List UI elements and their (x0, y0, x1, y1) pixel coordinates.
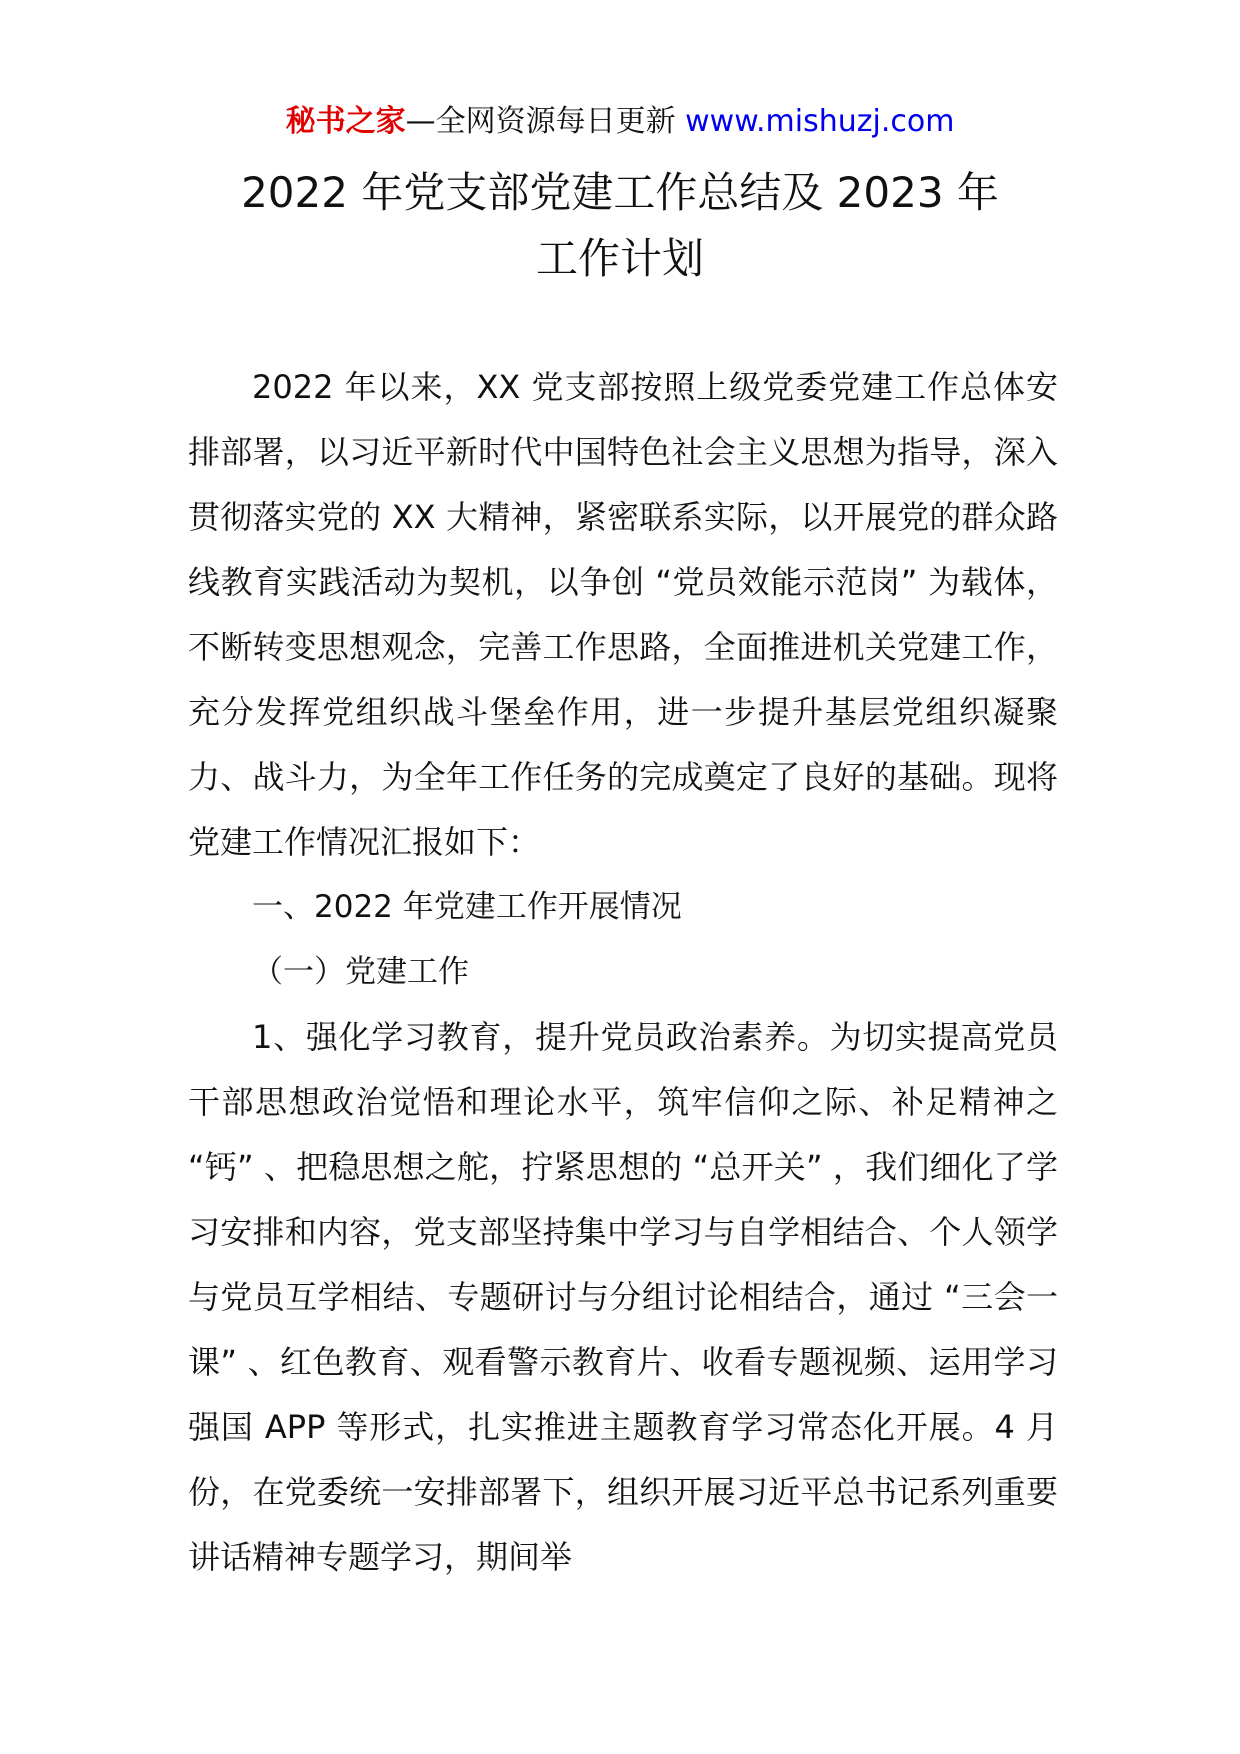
brand-name: 秘书之家 (285, 104, 406, 139)
section-heading: 一、2022 年党建工作开展情况 (252, 889, 682, 925)
title-line-2: 工作计划 (535, 234, 704, 283)
body-paragraph: 1、强化学习教育，提升党员政治素养。为切实提高党员干部思想政治觉悟和理论水平，筑牢信仰之际、补足精神之 “钙” 、把稳思想之舵，拧紧思想的 “总开关” ，我们细化了学习安排和内容，党支部坚持集中学习与自学相结合、个人领学与党员互学相结、专题研讨与分组讨论相结合，通过 “三会一课” 、红色教育、观看警示教育片、收看专题视频、运用学习强国 APP 等形式，扎实推进主题教育学习常态化开展。4 月份，在党委统一安排部署下，组织开展习近平总书记系列重要讲话精神专题学习，期间举 (188, 1018, 1058, 1576)
title-line-1: 2022 年党支部党建工作总结及 2023 年 (241, 168, 999, 217)
document-body (188, 355, 1058, 1590)
intro-paragraph: 2022 年以来，XX 党支部按照上级党委党建工作总体安排部署，以习近平新时代中国特色社会主义思想为指导，深入贯彻落实党的 XX 大精神，紧密联系实际，以开展党的群众路线教育实践活动为契机，以争创 “党员效能示范岗” 为载体，不断转变思想观念，完善工作思路，全面推进机关党建工作，充分发挥党组织战斗堡垒作用，进一步提升基层党组织凝聚力、战斗力，为全年工作任务的完成奠定了良好的基础。现将党建工作情况汇报如下： (188, 368, 1058, 861)
site-url-link[interactable]: www.mishuzj.com (685, 104, 955, 139)
header-slogan: —全网资源每日更新 (405, 104, 676, 139)
subsection-heading: （一）党建工作 (252, 954, 469, 990)
site-header (0, 100, 1240, 144)
document-title (0, 160, 1240, 292)
